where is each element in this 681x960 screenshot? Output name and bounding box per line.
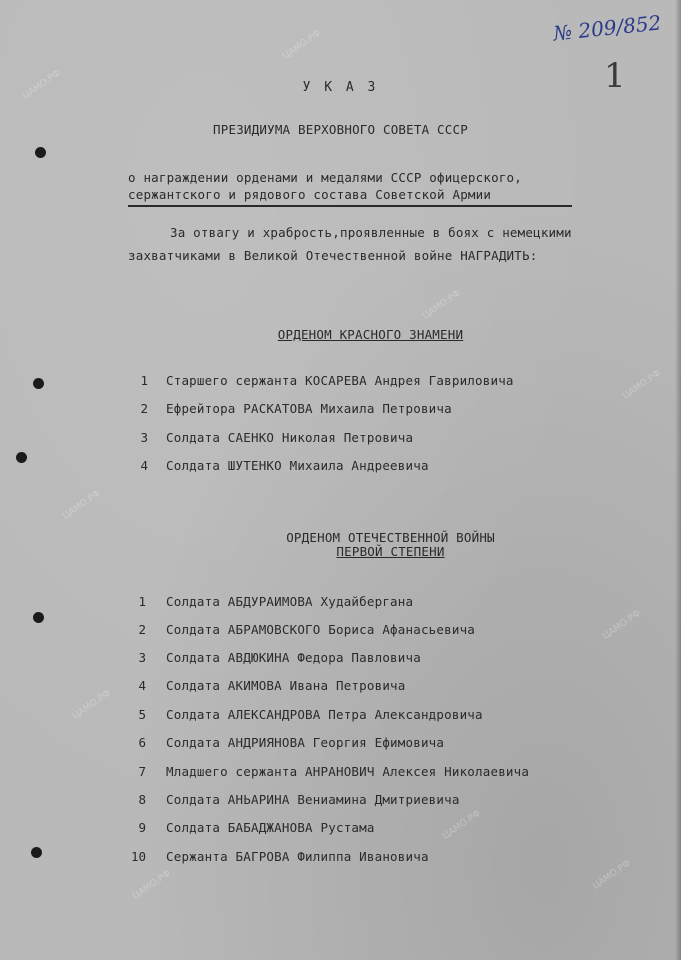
watermark: ЦАМО.РФ [591,858,633,892]
award-entry: Солдата АНДРИЯНОВА Георгия Ефимовича [166,735,445,750]
award-entry: Младшего сержанта АНРАНОВИЧ Алексея Николаевича [166,764,530,779]
entry-number: 8 [138,792,146,807]
section-heading-red-banner: ОРДЕНОМ КРАСНОГО ЗНАМЕНИ [277,327,464,342]
entry-number: 1 [138,594,146,609]
entry-number: 3 [138,650,146,665]
preamble-line-1: За отвагу и храбрость,проявленные в боях с немецкими [170,225,572,240]
watermark: ЦАМО.РФ [71,688,113,722]
punch-hole-4 [33,612,44,623]
watermark: ЦАМО.РФ [61,488,103,522]
decree-title: У К А З [302,80,379,95]
entry-number: 1 [140,373,148,388]
watermark: ЦАМО.РФ [421,288,463,322]
entry-number: 6 [138,735,146,750]
section-heading-patriotic-war-line-2: ПЕРВОЙ СТЕПЕНИ [336,544,445,559]
entry-number: 2 [140,401,148,416]
punch-hole-3 [16,452,27,463]
watermark: ЦАМО.РФ [131,868,173,902]
preamble-line-2: захватчиками в Великой Отечественной войне НАГРАДИТЬ: [128,248,538,263]
award-entry: Солдата АНЬАРИНА Вениамина Дмитриевича [166,792,460,807]
watermark: ЦАМО.РФ [21,68,63,102]
archive-number: № 209/852 [552,10,663,46]
watermark: ЦАМО.РФ [621,368,663,402]
entry-number: 4 [138,678,146,693]
decree-subject-line-1: о награждении орденами и медалями СССР офицерского, [128,170,523,185]
award-entry: Солдата АЛЕКСАНДРОВА Петра Александровича [166,707,483,722]
award-entry: Солдата БАБАДЖАНОВА Рустама [166,820,375,835]
award-entry: Старшего сержанта КОСАРЕВА Андрея Гавриловича [166,373,514,388]
entry-number: 5 [138,707,146,722]
entry-number: 7 [138,764,146,779]
award-entry: Солдата САЕНКО Николая Петровича [166,430,414,445]
entry-number: 2 [138,622,146,637]
award-entry: Солдата АБДУРАИМОВА Худайбергана [166,594,414,609]
watermark: ЦАМО.РФ [281,28,323,62]
decree-issuer: ПРЕЗИДИУМА ВЕРХОВНОГО СОВЕТА СССР [213,122,468,137]
award-entry: Солдата АБРАМОВСКОГО Бориса Афанасьевича [166,622,476,637]
punch-hole-2 [33,378,44,389]
watermark: ЦАМО.РФ [441,808,483,842]
section-heading-patriotic-war-line-1: ОРДЕНОМ ОТЕЧЕСТВЕННОЙ ВОЙНЫ [286,530,495,545]
watermark: ЦАМО.РФ [601,608,643,642]
header-rule [128,205,572,207]
award-entry: Солдата АВДЮКИНА Федора Павловича [166,650,421,665]
award-entry: Ефрейтора РАСКАТОВА Михаила Петровича [166,401,452,416]
award-entry: Солдата ШУТЕНКО Михаила Андреевича [166,458,429,473]
award-entry: Солдата АКИМОВА Ивана Петровича [166,678,406,693]
entry-number: 10 [130,849,146,864]
entry-number: 9 [138,820,146,835]
punch-hole-5 [31,847,42,858]
award-entry: Сержанта БАГРОВА Филиппа Ивановича [166,849,429,864]
sheet-number: 1 [604,56,626,96]
entry-number: 3 [140,430,148,445]
punch-hole-1 [35,147,46,158]
decree-subject-line-2: сержантского и рядового состава Советской Армии [128,187,492,202]
entry-number: 4 [140,458,148,473]
page-edge-shadow [675,0,681,960]
